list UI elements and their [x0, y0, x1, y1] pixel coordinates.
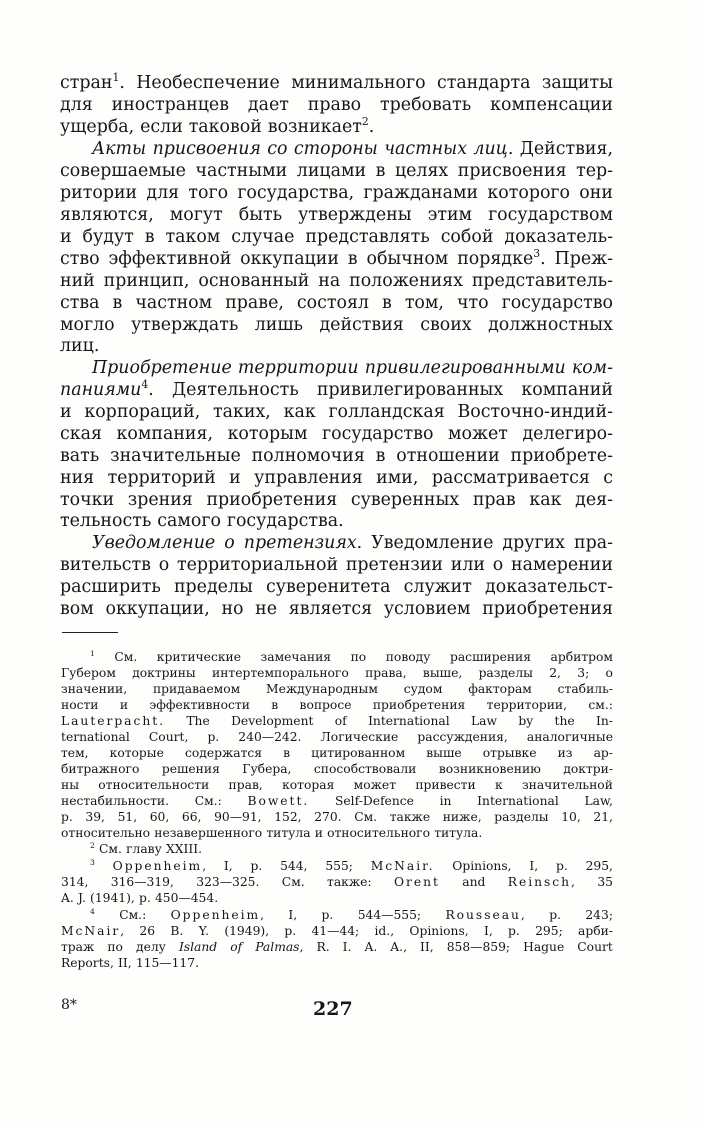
body-line: и будут в таком случае представлять собой доказатель-	[60, 227, 613, 247]
body-line: ства в частном праве, состоял в том, что государство	[60, 293, 613, 313]
signature-mark: 8*	[61, 997, 77, 1013]
body-line: являются, могут быть утверждены этим государством	[60, 205, 613, 225]
body-line: ритории для того государства, гражданами которого они	[60, 183, 613, 203]
footnote-line: 314, 316—319, 323—325. См. также: Orent and Reinsch, 35	[61, 875, 613, 889]
body-line: расширить пределы суверенитета служит доказательст-	[60, 577, 613, 597]
body-line: ская компания, которым государство может делегиро-	[60, 424, 613, 444]
footnote-line: Губером доктрины интертемпорального права, выше, разделы 2, 3; о	[61, 666, 613, 680]
body-line: точки зрения приобретения суверенных прав как дея-	[60, 490, 613, 510]
body-line: вом оккупации, но не является условием приобретения	[60, 599, 613, 619]
footnote-line: $^1$ См. критические замечания по поводу расширения арбитром	[90, 648, 613, 664]
page-number: 227	[313, 998, 353, 1020]
footnote-line: ternational Court, p. 240—242. Логические рассуждения, аналогичные	[61, 730, 613, 744]
footnote-line: ны относительности прав, которая может привести к значительной	[61, 778, 613, 792]
body-line: могло утверждать лишь действия своих должностных	[60, 315, 613, 335]
body-line: ство эффективной оккупации в обычном порядке$^3$. Преж-	[60, 247, 613, 269]
footnote-line: ности и эффективности в вопросе приобретения территории, см.:	[61, 698, 613, 712]
body-line: и корпораций, таких, как голландская Восточно-индий-	[60, 402, 613, 422]
footnote-line: McNair, 26 B. Y. (1949), p. 41—44; id., Opinions, I, p. 295; арби-	[61, 924, 613, 938]
footnote-line: $^3$ Oppenheim, I, p. 544, 555; McNair. Opinions, I, p. 295,	[90, 857, 613, 873]
body-line: стран$^1$. Необеспечение минимального стандарта защиты	[60, 71, 613, 93]
body-line: ний принцип, основанный на положениях представитель-	[60, 271, 613, 291]
body-line: паниями$^4$. Деятельность привилегированных компаний	[60, 378, 613, 400]
footnote-line: тем, которые содержатся в цитированном выше отрывке из ар-	[61, 746, 613, 760]
body-line: лиц.	[60, 336, 100, 356]
footnote-line: A. J. (1941), p. 450—454.	[61, 891, 219, 905]
footnote-line: Reports, II, 115—117.	[61, 956, 199, 970]
footnote-line: траж по делу Island of Palmas, R. I. A. A., II, 858—859; Hague Court	[61, 940, 613, 954]
footnote-line: нестабильности. См.: Bowett. Self-Defence in International Law,	[61, 794, 613, 808]
footnote-line: значении, придаваемом Международным судом факторам стабиль-	[61, 682, 613, 696]
body-line: совершаемые частными лицами в целях присвоения тер-	[60, 161, 613, 181]
footnote-line: $^4$ См.: Oppenheim, I, p. 544—555; Rousseau, p. 243;	[90, 906, 613, 922]
body-line: ния территорий и управления ими, рассматривается с	[60, 468, 613, 488]
footnote-line: $^2$ См. главу XXIII.	[90, 840, 202, 856]
body-line: тельность самого государства.	[60, 511, 344, 531]
body-line: ущерба, если таковой возникает$^2$.	[60, 115, 375, 137]
footnote-divider	[62, 632, 118, 633]
body-line: для иностранцев дает право требовать компенсации	[60, 95, 613, 115]
body-line: Акты присвоения со стороны частных лиц. Действия,	[92, 139, 613, 159]
footnote-line: Lauterpacht. The Development of International Law by the In-	[61, 714, 613, 728]
body-line: Уведомление о претензиях. Уведомление других пра-	[92, 533, 613, 553]
body-line: Приобретение территории привилегированными ком-	[92, 358, 613, 378]
footnote-line: p. 39, 51, 60, 66, 90—91, 152, 270. См. также ниже, разделы 10, 21,	[61, 810, 613, 824]
footnote-line: битражного решения Губера, способствовали возникновению доктри-	[61, 762, 613, 776]
body-line: вительств о территориальной претензии или о намерении	[60, 555, 613, 575]
footnote-line: относительно незавершенного титула и относительного титула.	[61, 826, 483, 840]
body-line: вать значительные полномочия в отношении приобрете-	[60, 446, 613, 466]
